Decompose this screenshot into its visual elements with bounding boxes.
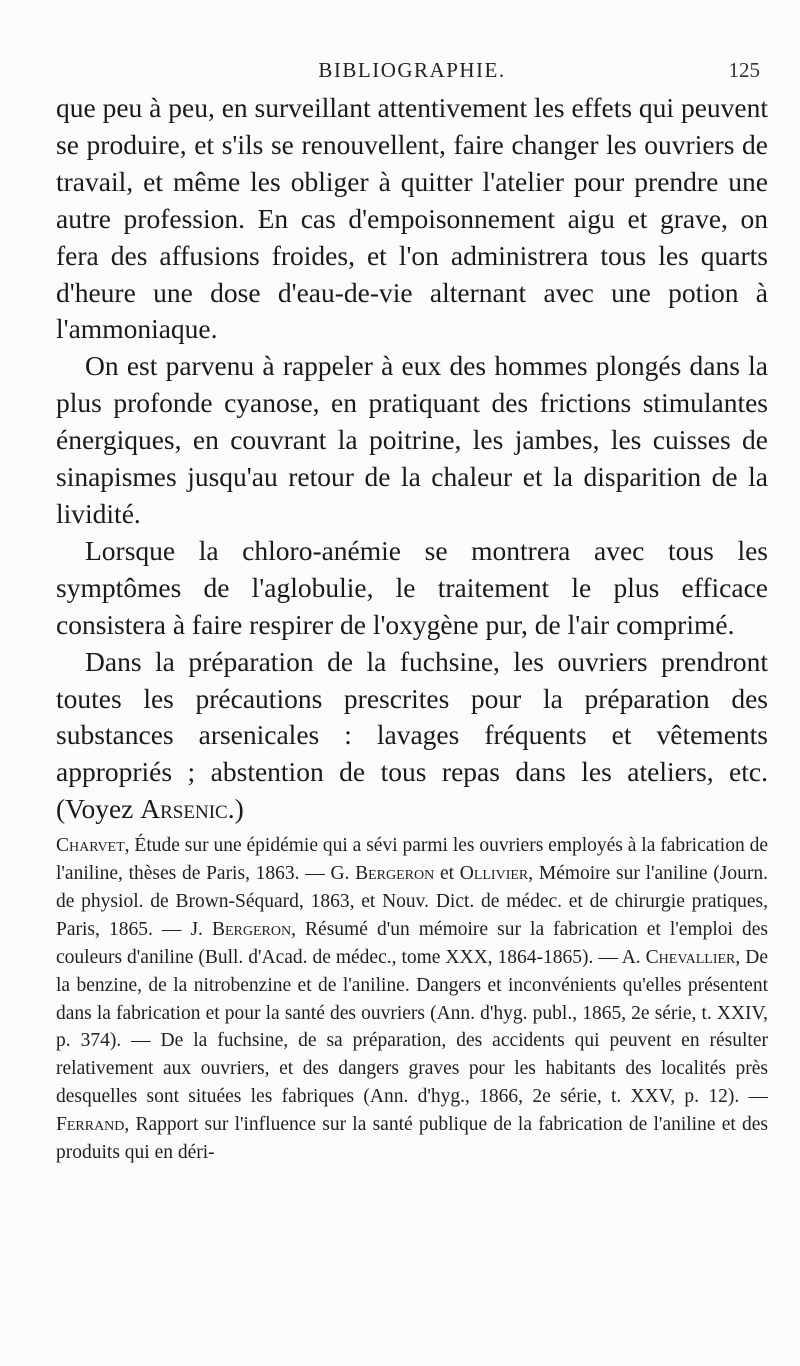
running-head-title: BIBLIOGRAPHIE. — [318, 58, 506, 82]
citation-text: et — [434, 863, 460, 885]
paragraph-fuchsine-text: Dans la préparation de la fuchsine, les ouvriers prendront toutes les précautions prescrites pour la préparation des substances arsenicales : lavages fréquents et vêtements appropriés ; abstention de tous repas dans les ateliers, etc. (Voyez — [56, 645, 768, 825]
paragraph-fuchsine-tail: .) — [227, 793, 244, 825]
body-text — [56, 90, 768, 828]
cross-reference-arsenic: Arsenic — [140, 793, 228, 825]
author-name: Bergeron — [355, 863, 435, 885]
citation-text: , Mémoire sur l'aniline (Journ. de physiol. de Brown-Séquard, 1863, et Nouv. Dict. de médec. et de chirurgie pratiques, Paris, 1865. — J. — [56, 863, 768, 940]
citation-text: , Rapport sur l'influence sur la santé publique de la fabrication de l'aniline et des produits qui en déri- — [56, 1114, 768, 1164]
paragraph-chloro-anemie: Lorsque la chloro-anémie se montrera avec tous les symptômes de l'aglobulie, le traitement le plus efficace consistera à faire respirer de l'oxygène pur, de l'air comprimé. — [56, 534, 768, 640]
author-name: Chevallier — [645, 946, 736, 968]
page-number: 125 — [728, 58, 760, 82]
bibliography-entries — [56, 832, 768, 1167]
author-name: Bergeron — [211, 918, 292, 940]
paragraph-continuation: que peu à peu, en surveillant attentivement les effets qui peuvent se produire, et s'ils se renouvellent, faire changer les ouvriers de travail, et même les obliger à quitter l'atelier pour prendre une autre profession. En cas d'empoisonnement aigu et grave, on fera des affusions froides, et l'on administrera tous les quarts d'heure une dose d'eau-de-vie alternant avec une potion à l'ammoniaque. — [56, 92, 768, 345]
book-page — [56, 58, 768, 1167]
bibliography — [56, 832, 768, 1167]
author-name: Ferrand — [56, 1114, 125, 1136]
author-name: Charvet — [56, 835, 125, 857]
citation-text: , De la benzine, de la nitrobenzine et de l'aniline. Dangers et inconvénients qu'elles présentent dans la fabrication et pour la santé des ouvriers (Ann. d'hyg. publ., 1865, 2e série, t. XXIV, p. 374). — De la fuchsine, de sa préparation, des accidents qui peuvent en résulter relativement aux ouvriers, et des dangers graves pour les habitants des localités près desquelles sont situées les fabriques (Ann. d'hyg., 1866, 2e série, t. XXV, p. 12). — — [56, 946, 768, 1108]
paragraph-fuchsine — [56, 644, 768, 829]
author-name: Ollivier — [459, 863, 529, 885]
paragraph-cyanose: On est parvenu à rappeler à eux des hommes plongés dans la plus profonde cyanose, en pratiquant des frictions stimulantes énergiques, en couvrant la poitrine, les jambes, les cuisses de sinapismes jusqu'au retour de la chaleur et la disparition de la lividité. — [56, 350, 768, 529]
running-head — [56, 58, 768, 90]
citation-text: , Résumé d'un mémoire sur la fabrication et l'emploi des couleurs d'aniline (Bull. d'Acad. de médec., tome XXX, 1864-1865). — A. — [56, 918, 768, 968]
citation-text: , Étude sur une épidémie qui a sévi parmi les ouvriers employés à la fabrication de l'aniline, thèses de Paris, 1863. — G. — [56, 835, 768, 885]
